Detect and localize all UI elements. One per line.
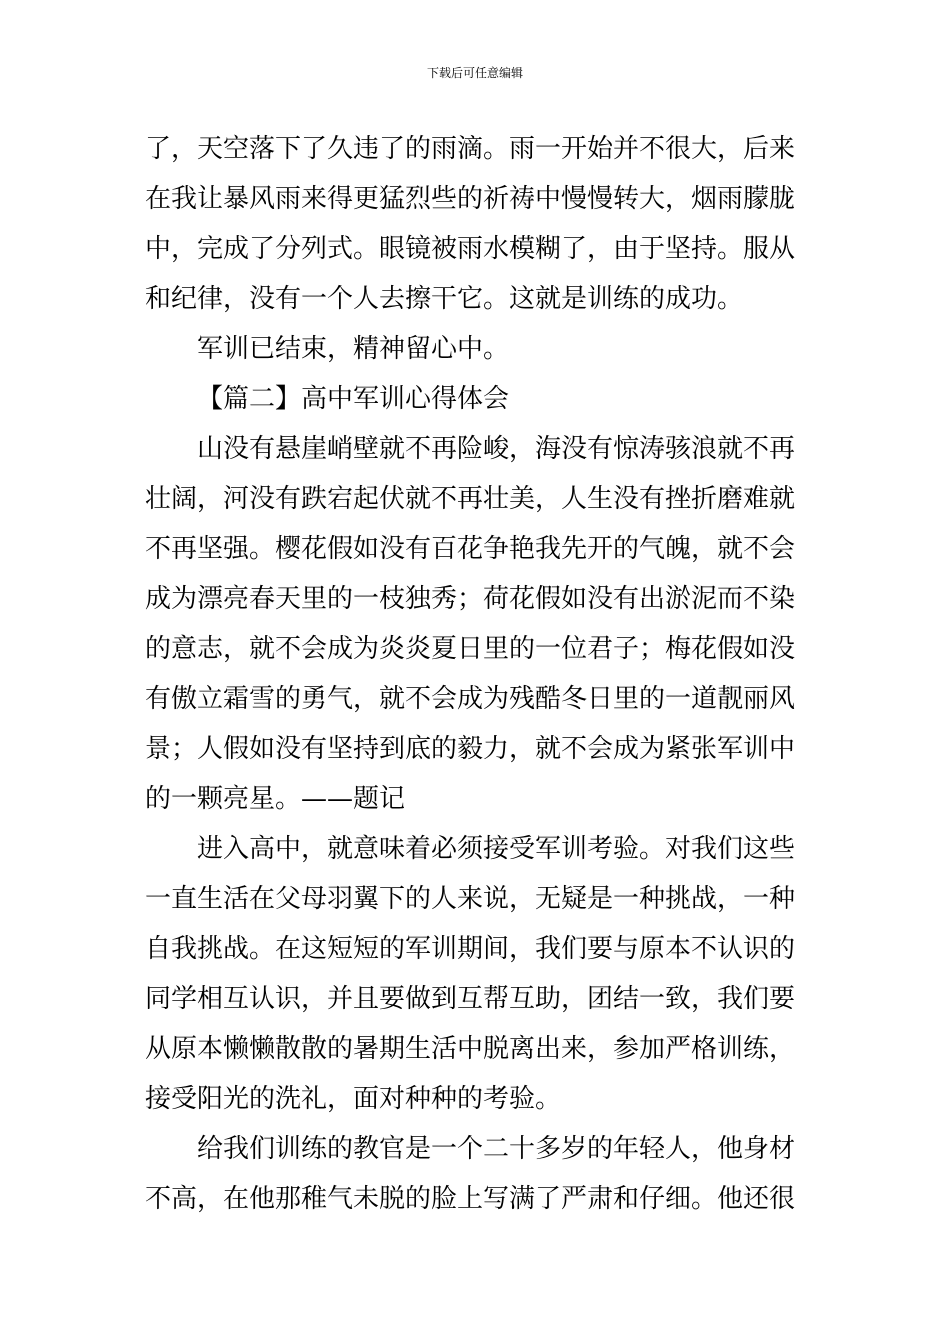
section-heading: 【篇二】高中军训心得体会 xyxy=(197,384,510,414)
body-line: 从原本懒懒散散的暑期生活中脱离出来，参加严格训练， xyxy=(145,1034,796,1064)
body-line: 军训已结束，精神留心中。 xyxy=(197,334,510,364)
body-line: 在我让暴风雨来得更猛烈些的祈祷中慢慢转大，烟雨朦胧 xyxy=(145,184,796,214)
body-line: 有傲立霜雪的勇气，就不会成为残酷冬日里的一道靓丽风 xyxy=(145,684,796,714)
body-line: 景；人假如没有坚持到底的毅力，就不会成为紧张军训中 xyxy=(145,734,796,764)
body-line: 接受阳光的洗礼，面对种种的考验。 xyxy=(145,1084,562,1114)
body-line: 成为漂亮春天里的一枝独秀；荷花假如没有出淤泥而不染 xyxy=(145,584,796,614)
body-line: 山没有悬崖峭壁就不再险峻，海没有惊涛骇浪就不再 xyxy=(197,434,796,464)
body-line: 不再坚强。樱花假如没有百花争艳我先开的气魄，就不会 xyxy=(145,534,796,564)
body-line: 不高，在他那稚气未脱的脸上写满了严肃和仔细。他还很 xyxy=(145,1184,796,1214)
body-line: 自我挑战。在这短短的军训期间，我们要与原本不认识的 xyxy=(145,934,796,964)
body-line: 了，天空落下了久违了的雨滴。雨一开始并不很大，后来 xyxy=(145,134,796,164)
body-line: 中，完成了分列式。眼镜被雨水模糊了，由于坚持。服从 xyxy=(145,234,796,264)
body-line: 壮阔，河没有跌宕起伏就不再壮美，人生没有挫折磨难就 xyxy=(145,484,796,514)
body-line: 的意志，就不会成为炎炎夏日里的一位君子；梅花假如没 xyxy=(145,634,796,664)
body-line: 同学相互认识，并且要做到互帮互助，团结一致，我们要 xyxy=(145,984,796,1014)
body-line: 进入高中，就意味着必须接受军训考验。对我们这些 xyxy=(197,834,796,864)
body-line: 一直生活在父母羽翼下的人来说，无疑是一种挑战，一种 xyxy=(145,884,796,914)
body-line: 和纪律，没有一个人去擦干它。这就是训练的成功。 xyxy=(145,284,744,314)
page-header: 下载后可任意编辑 xyxy=(426,66,523,80)
body-line: 给我们训练的教官是一个二十多岁的年轻人，他身材 xyxy=(197,1134,796,1164)
body-line: 的一颗亮星。——题记 xyxy=(145,784,406,814)
